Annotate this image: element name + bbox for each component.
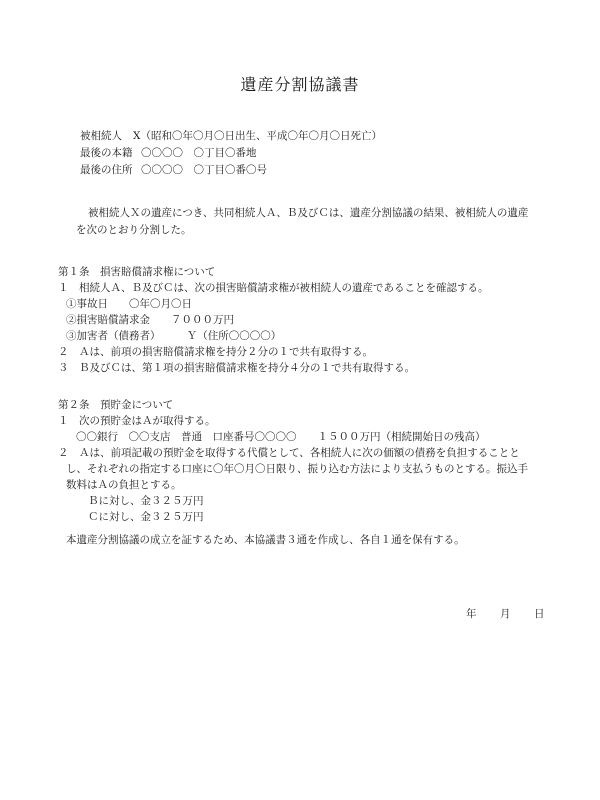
decedent-name-value: X（昭和〇年〇月〇日出生、平成〇年〇月〇日死亡） — [133, 130, 382, 142]
article-1-item-3: ３ Ｂ及びＣは、第１項の損害賠償請求権を持分４分の１で共有取得する。 — [58, 362, 415, 374]
article-1-item-1: １ 相続人Ａ、Ｂ及びＣは、次の損害賠償請求権が被相続人の遺産であることを確認する。 — [58, 282, 489, 294]
address-label: 最後の住所 — [80, 164, 133, 176]
closing-statement: 本遺産分割協議の成立を証するため、本協議書３通を作成し、各自１通を保有する。 — [66, 534, 465, 546]
article-2-payment-c: Ｃに対し、金３２５万円 — [88, 511, 204, 523]
preamble-line-1: 被相続人Ｘの遺産につき、共同相続人Ａ、Ｂ及びＣは、遺産分割協議の結果、被相続人の遺産 — [88, 207, 529, 219]
address-value: 〇〇〇〇 〇丁目〇番〇号 — [141, 164, 267, 176]
article-2-item-1: １ 次の預貯金はＡが取得する。 — [58, 415, 216, 427]
date-day: 日 — [534, 608, 545, 620]
article-2-bank-account: 〇〇銀行 〇〇支店 普通 口座番号〇〇〇〇 １５００万円（相続開始日の残高） — [76, 431, 486, 443]
article-1-debtor: ③加害者（債務者） Ｙ（住所〇〇〇〇） — [66, 330, 282, 342]
article-2-item-2-line-2: し、それぞれの指定する口座に〇年〇月〇日限り、振り込む方法により支払うものとする。振込手 — [66, 463, 528, 475]
preamble-line-2: を次のとおり分割した。 — [76, 224, 192, 236]
article-1-item-2: ２ Ａは、前項の損害賠償請求権を持分２分の１で共有取得する。 — [58, 346, 373, 358]
article-2-payment-b: Ｂに対し、金３２５万円 — [88, 495, 204, 507]
article-1-accident-date: ①事故日 〇年〇月〇日 — [66, 298, 192, 310]
date-month: 月 — [500, 608, 511, 620]
domicile-value: 〇〇〇〇 〇丁目〇番地 — [141, 147, 257, 159]
article-1-heading: 第１条 損害賠償請求権について — [58, 266, 216, 278]
article-2-item-2-line-3: 数料はＡの負担とする。 — [66, 479, 182, 491]
decedent-name-label: 被相続人 — [80, 130, 122, 142]
article-1-claim-amount: ②損害賠償請求金 ７０００万円 — [66, 314, 234, 326]
document-title: 遺産分割協議書 — [240, 75, 360, 94]
article-2-item-2-line-1: ２ Ａは、前項記載の預貯金を取得する代償として、各相続人に次の価額の債務を負担することと — [58, 447, 520, 459]
article-2-heading: 第２条 預貯金について — [58, 399, 174, 411]
date-year: 年 — [466, 608, 477, 620]
domicile-label: 最後の本籍 — [80, 147, 133, 159]
